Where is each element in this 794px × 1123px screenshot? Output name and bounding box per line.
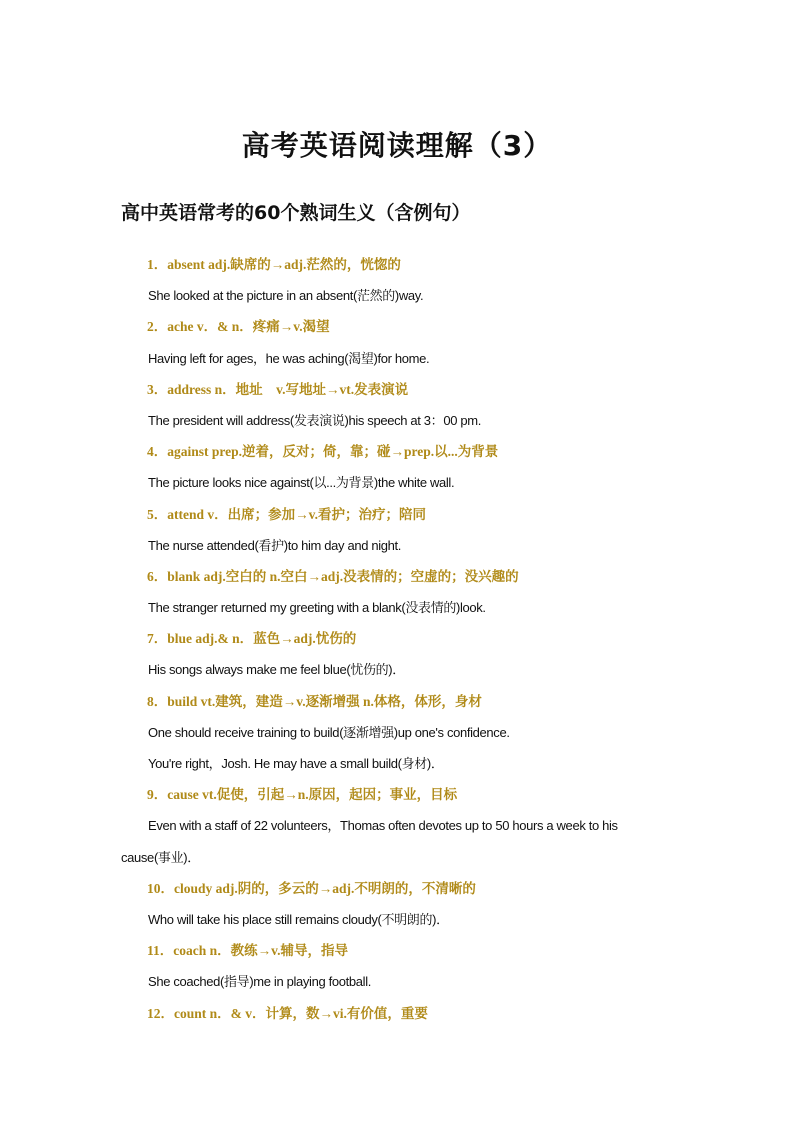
example-sentence: The stranger returned my greeting with a blank(没表情的)look. [148,600,486,616]
example-sentence: One should receive training to build(逐渐增强)up one's confidence. [148,724,510,740]
vocab-entry-heading: 12．count n．& v．计算，数→vi.有价值，重要 [147,1005,428,1021]
vocab-entry-heading: 3．address n．地址 v.写地址→vt.发表演说 [147,381,409,397]
example-sentence: The picture looks nice against(以...为背景)the white wall. [148,475,455,491]
document-title: 高考英语阅读理解（3） [241,129,553,162]
vocab-entry-heading: 11．coach n．教练→v.辅导，指导 [147,943,349,959]
example-sentence: Even with a staff of 22 volunteers，Thomas often devotes up to 50 hours a week to his [148,818,618,834]
example-sentence: cause(事业)． [121,849,200,865]
vocab-entry-heading: 2．ache v．& n．疼痛→v.渴望 [147,319,330,335]
vocab-entry-heading: 9．cause vt.促使，引起→n.原因，起因；事业，目标 [147,787,458,803]
example-sentence: His songs always make me feel blue(忧伤的)． [148,662,405,678]
example-sentence: She coached(指导)me in playing football. [148,974,371,990]
vocabulary-list [121,254,641,1034]
vocab-entry-heading: 4．against prep.逆着，反对；倚，靠；碰→prep.以...为背景 [147,444,499,460]
vocab-entry-heading: 10．cloudy adj.阴的，多云的→adj.不明朗的，不清晰的 [147,880,476,896]
example-sentence: Who will take his place still remains cloudy(不明朗的)． [148,911,449,927]
example-sentence: The nurse attended(看护)to him day and night. [148,537,402,553]
vocab-entry-heading: 1．absent adj.缺席的→adj.茫然的，恍惚的 [147,257,401,272]
section-heading: 高中英语常考的60个熟词生义（含例句） [121,202,471,224]
vocab-entry-heading: 8．build vt.建筑，建造→v.逐渐增强 n.体格，体形，身材 [147,693,482,709]
vocab-entry-heading: 5．attend v．出席；参加→v.看护；治疗；陪同 [147,506,427,522]
example-sentence: She looked at the picture in an absent(茫然的)way. [148,288,424,304]
example-sentence: The president will address(发表演说)his speech at 3：00 pm. [148,412,481,428]
example-sentence: You're right，Josh. He may have a small build(身材)． [148,756,444,771]
vocab-entry-heading: 6．blank adj.空白的 n.空白→adj.没表情的；空虚的；没兴趣的 [147,568,519,584]
example-sentence: Having left for ages，he was aching(渴望)for home. [148,350,430,366]
vocab-entry-heading: 7．blue adj.& n．蓝色→adj.忧伤的 [147,631,357,647]
